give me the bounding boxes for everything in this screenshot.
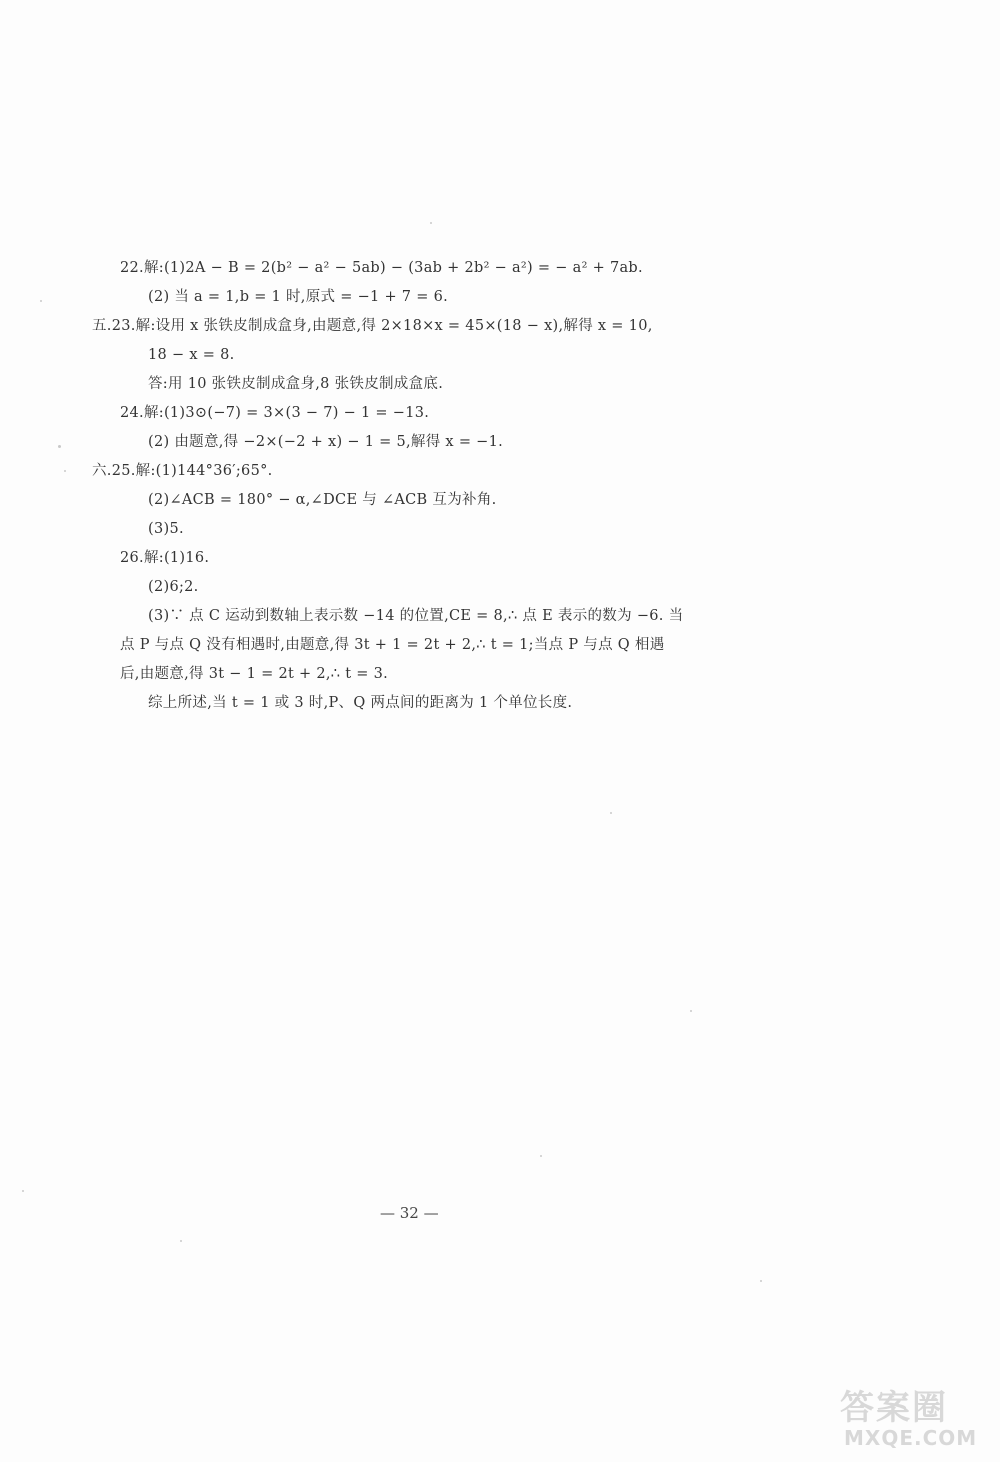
answer-25-part-1: 六.25.解:(1)144°36′;65°. [92,463,273,479]
answer-26-part-3-line-3: 后,由题意,得 3t − 1 = 2t + 2,∴ t = 3. [120,666,389,682]
answer-23-conclusion: 答:用 10 张铁皮制成盒身,8 张铁皮制成盒底. [148,376,444,392]
answer-22-part-1: 22.解:(1)2A − B = 2(b² − a² − 5ab) − (3ab + 2b² − a²) = − a² + 7ab. [120,260,643,276]
watermark-logo-text: 答案圈 [840,1388,948,1428]
scan-speck [610,812,612,814]
answer-24-part-2: (2) 由题意,得 −2×(−2 + x) − 1 = 5,解得 x = −1. [148,434,504,450]
answer-23-line-2: 18 − x = 8. [148,347,235,363]
scan-speck [690,1010,692,1012]
answer-24-part-1: 24.解:(1)3⊙(−7) = 3×(3 − 7) − 1 = −13. [120,405,430,421]
answer-25-part-2: (2)∠ACB = 180° − α,∠DCE 与 ∠ACB 互为补角. [148,492,497,508]
scan-speck [180,1240,182,1242]
answer-25-part-3: (3)5. [148,521,184,537]
answer-23-line-1: 五.23.解:设用 x 张铁皮制成盒身,由题意,得 2×18×x = 45×(18 − x),解得 x = 10, [92,318,653,334]
scan-speck [40,300,42,302]
scan-speck [64,470,66,472]
scan-speck [540,1155,542,1157]
page-number: — 32 — [380,1204,439,1222]
answer-22-part-2: (2) 当 a = 1,b = 1 时,原式 = −1 + 7 = 6. [148,289,449,305]
answer-26-part-3-line-1: (3)∵ 点 C 运动到数轴上表示数 −14 的位置,CE = 8,∴ 点 E 表示的数为 −6. 当 [148,608,684,624]
answer-26-part-2: (2)6;2. [148,579,199,595]
answer-26-part-3-line-2: 点 P 与点 Q 没有相遇时,由题意,得 3t + 1 = 2t + 2,∴ t = 1;当点 P 与点 Q 相遇 [120,637,665,653]
site-watermark [840,1380,990,1455]
answer-26-summary: 综上所述,当 t = 1 或 3 时,P、Q 两点间的距离为 1 个单位长度. [148,695,573,711]
answer-26-part-1: 26.解:(1)16. [120,550,210,566]
scan-speck [760,1280,762,1282]
scan-speck [430,222,432,224]
scan-speck [22,1190,24,1192]
scan-speck [58,445,61,448]
watermark-url: MXQE.COM [844,1426,978,1450]
